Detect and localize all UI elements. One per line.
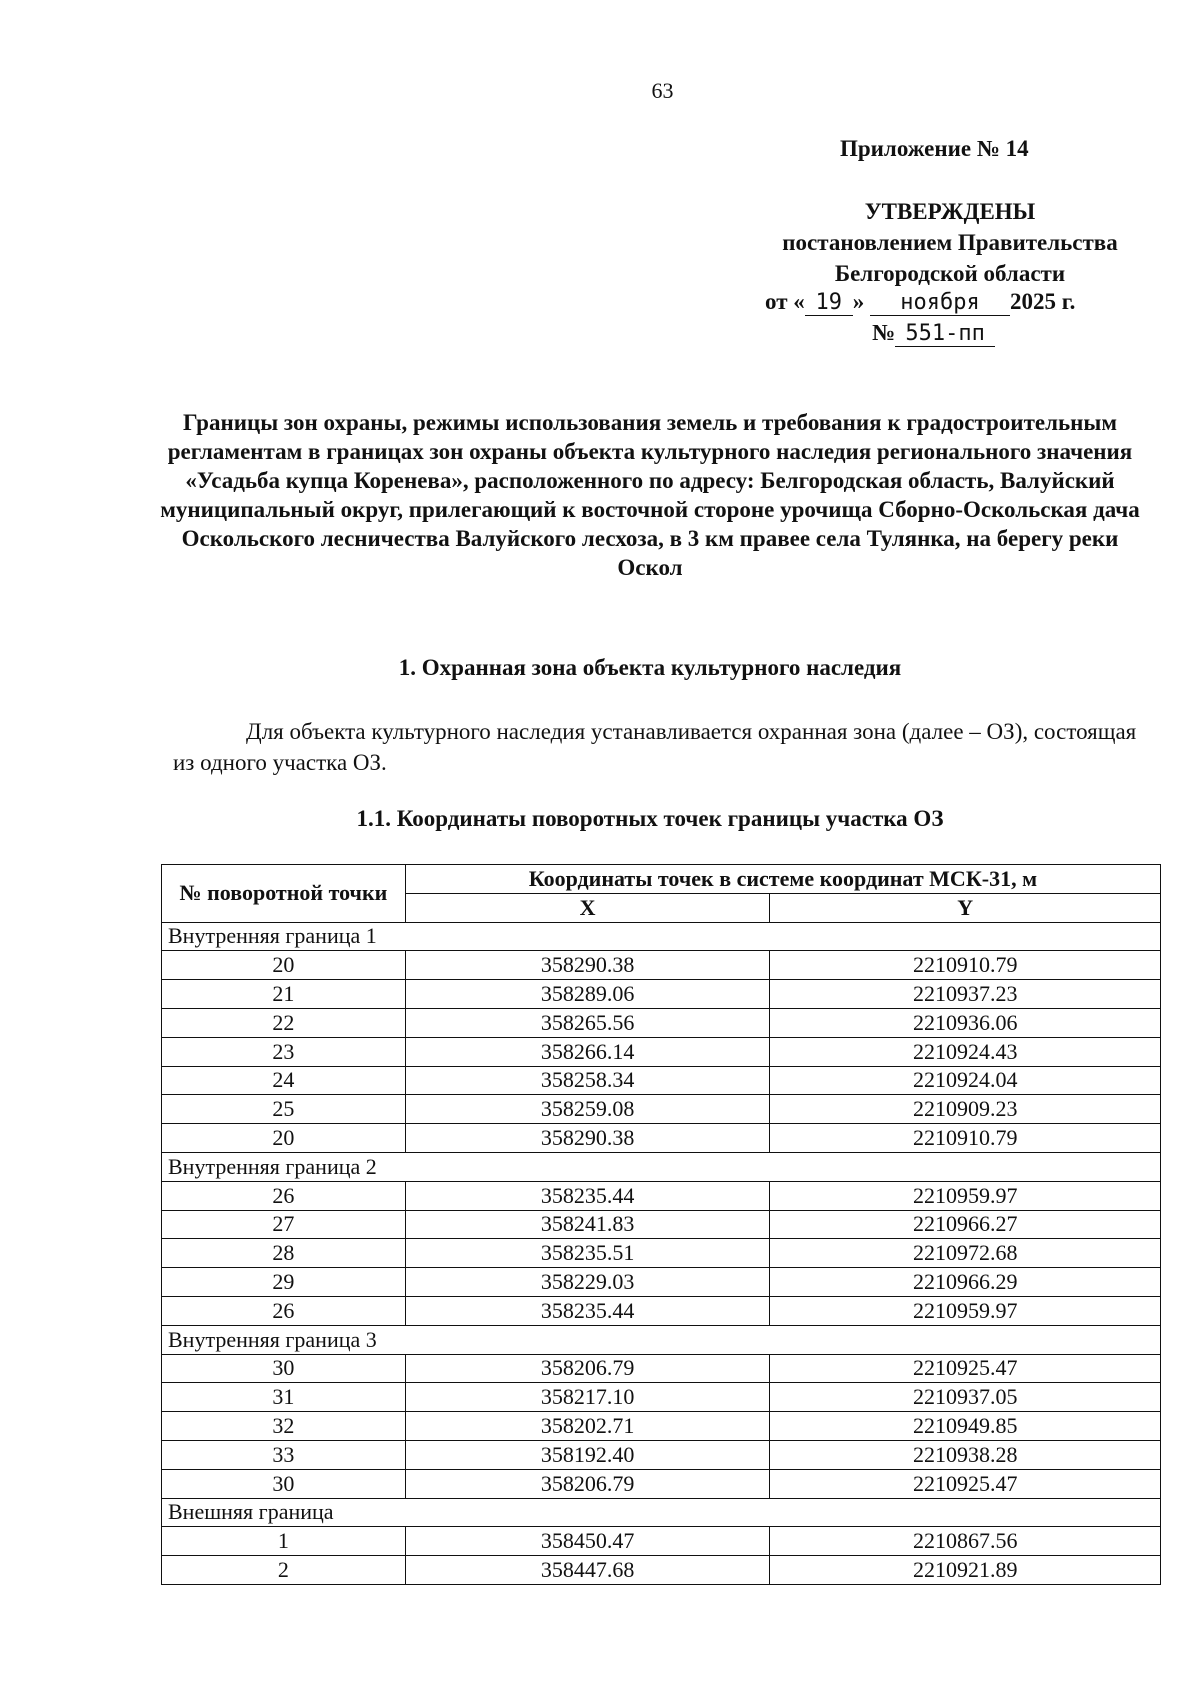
group-row (162, 1498, 1161, 1527)
table-row (162, 1095, 1161, 1124)
x-coordinate-cell: 358192.40 (405, 1440, 770, 1469)
table-row (162, 1008, 1161, 1037)
point-number-cell: 1 (162, 1527, 406, 1556)
x-coordinate-cell: 358290.38 (405, 951, 770, 980)
coordinates-table-body (162, 922, 1161, 1584)
x-coordinate-cell: 358241.83 (405, 1210, 770, 1239)
y-coordinate-cell: 2210937.23 (770, 980, 1161, 1009)
y-coordinate-cell: 2210949.85 (770, 1412, 1161, 1441)
y-coordinate-cell: 2210910.79 (770, 1124, 1161, 1153)
y-coordinate-cell: 2210966.27 (770, 1210, 1161, 1239)
document-title: Границы зон охраны, режимы использования земель и требования к градостроительным регламентам в границах зон охраны объекта культурного наследия регионального значения «Усадьба купца Коренева», расположенного по адресу: Белгородская область, Валуйский муниципальный округ, прилегающий к восточной стороне урочища Сборно-Оскольская дача Оскольского лесничества Валуйского лесхоза, в 3 км правее села Тулянка, на берегу реки Оскол (160, 410, 1140, 580)
point-number-cell: 32 (162, 1412, 406, 1441)
x-coordinate-cell: 358258.34 (405, 1066, 770, 1095)
table-row (162, 1412, 1161, 1441)
x-coordinate-cell: 358447.68 (405, 1556, 770, 1585)
table-row (162, 1296, 1161, 1325)
date-day: 19 (805, 290, 853, 316)
date-month: ноября (870, 290, 1010, 316)
date-prefix: от « (765, 289, 805, 314)
page-number: 63 (651, 78, 674, 103)
point-number-cell: 30 (162, 1354, 406, 1383)
point-number-cell: 23 (162, 1037, 406, 1066)
group-row (162, 922, 1161, 951)
table-row (162, 1383, 1161, 1412)
table-row (162, 1354, 1161, 1383)
x-coordinate-cell: 358289.06 (405, 980, 770, 1009)
table-row (162, 1440, 1161, 1469)
y-coordinate-cell: 2210924.04 (770, 1066, 1161, 1095)
point-number-cell: 28 (162, 1239, 406, 1268)
y-coordinate-cell: 2210921.89 (770, 1556, 1161, 1585)
group-row (162, 1325, 1161, 1354)
subsection-heading: 1.1. Координаты поворотных точек границы участка ОЗ (356, 806, 944, 831)
number-value: 551-пп (895, 321, 995, 347)
table-row (162, 1268, 1161, 1297)
table-row (162, 1239, 1161, 1268)
x-coordinate-cell: 358235.44 (405, 1181, 770, 1210)
coordinates-table (161, 864, 1161, 1585)
table-row (162, 1066, 1161, 1095)
section-heading: 1. Охранная зона объекта культурного наследия (398, 655, 902, 680)
y-coordinate-cell: 2210938.28 (770, 1440, 1161, 1469)
group-name: Внутренняя граница 1 (162, 922, 1161, 951)
point-number-cell: 20 (162, 1124, 406, 1153)
point-number-cell: 22 (162, 1008, 406, 1037)
point-number-cell: 30 (162, 1469, 406, 1498)
x-coordinate-cell: 358259.08 (405, 1095, 770, 1124)
x-coordinate-cell: 358235.44 (405, 1296, 770, 1325)
point-number-cell: 31 (162, 1383, 406, 1412)
x-coordinate-cell: 358266.14 (405, 1037, 770, 1066)
date-year: 2025 г. (1010, 289, 1076, 314)
point-number-cell: 26 (162, 1181, 406, 1210)
point-number-cell: 27 (162, 1210, 406, 1239)
point-number-cell: 25 (162, 1095, 406, 1124)
y-coordinate-cell: 2210909.23 (770, 1095, 1161, 1124)
y-coordinate-cell: 2210925.47 (770, 1354, 1161, 1383)
approval-block (740, 196, 1160, 289)
x-coordinate-cell: 358206.79 (405, 1469, 770, 1498)
x-coordinate-cell: 358290.38 (405, 1124, 770, 1153)
header-y: Y (770, 893, 1161, 922)
x-coordinate-cell: 358265.56 (405, 1008, 770, 1037)
approved-label: УТВЕРЖДЕНЫ (864, 199, 1036, 224)
approval-number (872, 320, 995, 347)
y-coordinate-cell: 2210937.05 (770, 1383, 1161, 1412)
group-name: Внешняя граница (162, 1498, 1161, 1527)
table-row (162, 1181, 1161, 1210)
point-number-cell: 24 (162, 1066, 406, 1095)
y-coordinate-cell: 2210966.29 (770, 1268, 1161, 1297)
point-number-cell: 21 (162, 980, 406, 1009)
header-x: X (405, 893, 770, 922)
table-row (162, 1556, 1161, 1585)
x-coordinate-cell: 358202.71 (405, 1412, 770, 1441)
approved-by-line1: постановлением Правительства (782, 230, 1118, 255)
y-coordinate-cell: 2210867.56 (770, 1527, 1161, 1556)
table-row (162, 1469, 1161, 1498)
x-coordinate-cell: 358229.03 (405, 1268, 770, 1297)
point-number-cell: 2 (162, 1556, 406, 1585)
y-coordinate-cell: 2210924.43 (770, 1037, 1161, 1066)
group-name: Внутренняя граница 2 (162, 1152, 1161, 1181)
x-coordinate-cell: 358450.47 (405, 1527, 770, 1556)
point-number-cell: 33 (162, 1440, 406, 1469)
number-prefix: № (872, 320, 896, 345)
x-coordinate-cell: 358217.10 (405, 1383, 770, 1412)
group-row (162, 1152, 1161, 1181)
table-row (162, 1210, 1161, 1239)
header-point-number: № поворотной точки (162, 865, 406, 923)
table-row (162, 980, 1161, 1009)
y-coordinate-cell: 2210910.79 (770, 951, 1161, 980)
point-number-cell: 20 (162, 951, 406, 980)
table-row (162, 951, 1161, 980)
y-coordinate-cell: 2210925.47 (770, 1469, 1161, 1498)
body-paragraph: Для объекта культурного наследия устанавливается охранная зона (далее – ОЗ), состоящая из одного участка ОЗ. (173, 719, 1137, 775)
table-row (162, 1124, 1161, 1153)
y-coordinate-cell: 2210936.06 (770, 1008, 1161, 1037)
point-number-cell: 29 (162, 1268, 406, 1297)
appendix-label: Приложение № 14 (840, 136, 1029, 161)
y-coordinate-cell: 2210972.68 (770, 1239, 1161, 1268)
y-coordinate-cell: 2210959.97 (770, 1296, 1161, 1325)
point-number-cell: 26 (162, 1296, 406, 1325)
group-name: Внутренняя граница 3 (162, 1325, 1161, 1354)
table-row (162, 1527, 1161, 1556)
approved-by-line2: Белгородской области (834, 261, 1066, 286)
x-coordinate-cell: 358235.51 (405, 1239, 770, 1268)
header-coordinates: Координаты точек в системе координат МСК-31, м (405, 865, 1160, 894)
table-row (162, 1037, 1161, 1066)
date-mid: » (852, 289, 865, 314)
y-coordinate-cell: 2210959.97 (770, 1181, 1161, 1210)
approval-date (765, 289, 1075, 316)
x-coordinate-cell: 358206.79 (405, 1354, 770, 1383)
